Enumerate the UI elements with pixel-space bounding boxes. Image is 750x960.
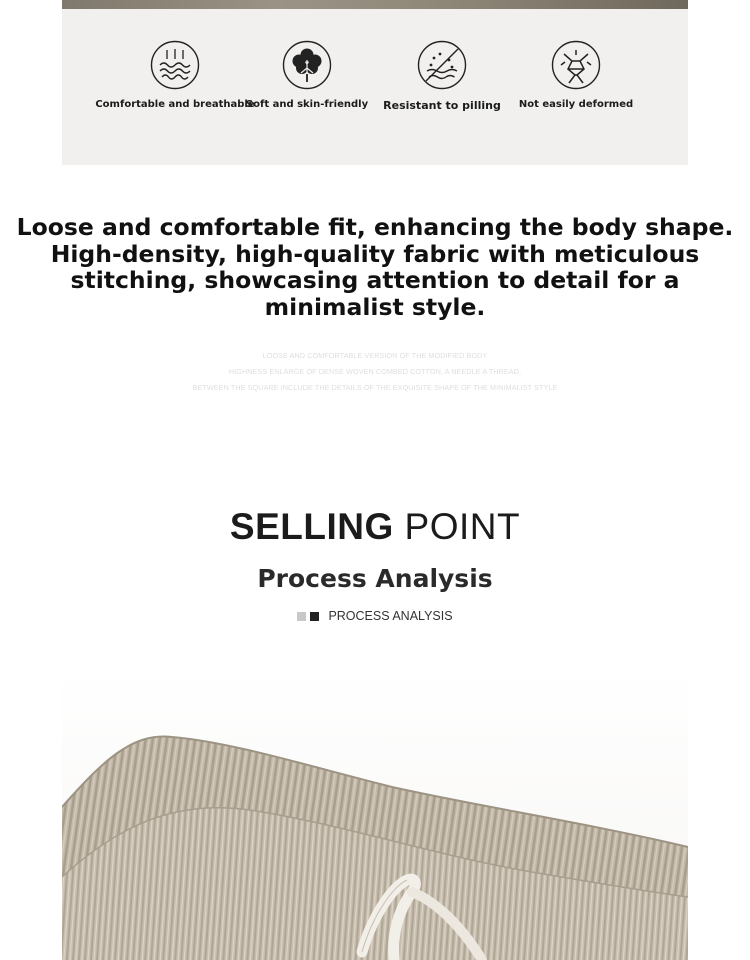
feature-label: Comfortable and breathable [95, 99, 255, 110]
feature-breathable [95, 40, 255, 130]
faint-copy-line: LOOSE AND COMFORTABLE VERSION OF THE MODIFIED BODY [262, 351, 488, 360]
process-analysis-subtitle-text: PROCESS ANALYSIS [328, 609, 453, 623]
feature-skin-friendly [232, 40, 382, 130]
headline-line: stitching, showcasing attention to detail for a [70, 266, 680, 294]
headline-line: High-density, high-quality fabric with meticulous [50, 239, 700, 268]
feature-label: Resistant to pilling [383, 99, 501, 112]
faint-copy-line: HIGHNESS ENLARGE OF DENSE WOVEN COMBED COTTON, A NEEDLE A THREAD, [228, 367, 522, 376]
headline-line: minimalist style. [264, 292, 486, 321]
faint-copy-line: BETWEEN THE SQUARE INCLUDE THE DETAILS OF THE EXQUISITE SHAPE OF THE MINIMALIST STYLE [192, 383, 558, 392]
product-photo-top-edge [62, 0, 688, 9]
feature-anti-deform [501, 40, 651, 130]
process-analysis-title: Process Analysis [257, 564, 493, 593]
waistband-illustration [62, 672, 688, 960]
dark-square-icon [310, 612, 319, 621]
faint-english-copy [0, 348, 750, 396]
selling-point-bold: SELLING [229, 506, 394, 547]
anti-deform-icon [551, 40, 601, 90]
breathable-icon [150, 40, 200, 90]
headline-line: Loose and comfortable fit, enhancing the body shape. [16, 213, 734, 241]
feature-anti-pilling [367, 40, 517, 130]
features-panel [62, 9, 688, 165]
cotton-icon [282, 40, 332, 90]
headline [0, 214, 750, 320]
feature-label: Not easily deformed [518, 99, 634, 110]
process-analysis-subtitle [0, 609, 750, 623]
fabric-waistband-photo [62, 672, 688, 960]
no-pilling-icon [417, 40, 467, 90]
light-square-icon [297, 612, 306, 621]
selling-point-light: POINT [404, 506, 521, 547]
feature-label: Soft and skin-friendly [245, 99, 369, 110]
selling-point-heading [0, 506, 750, 548]
